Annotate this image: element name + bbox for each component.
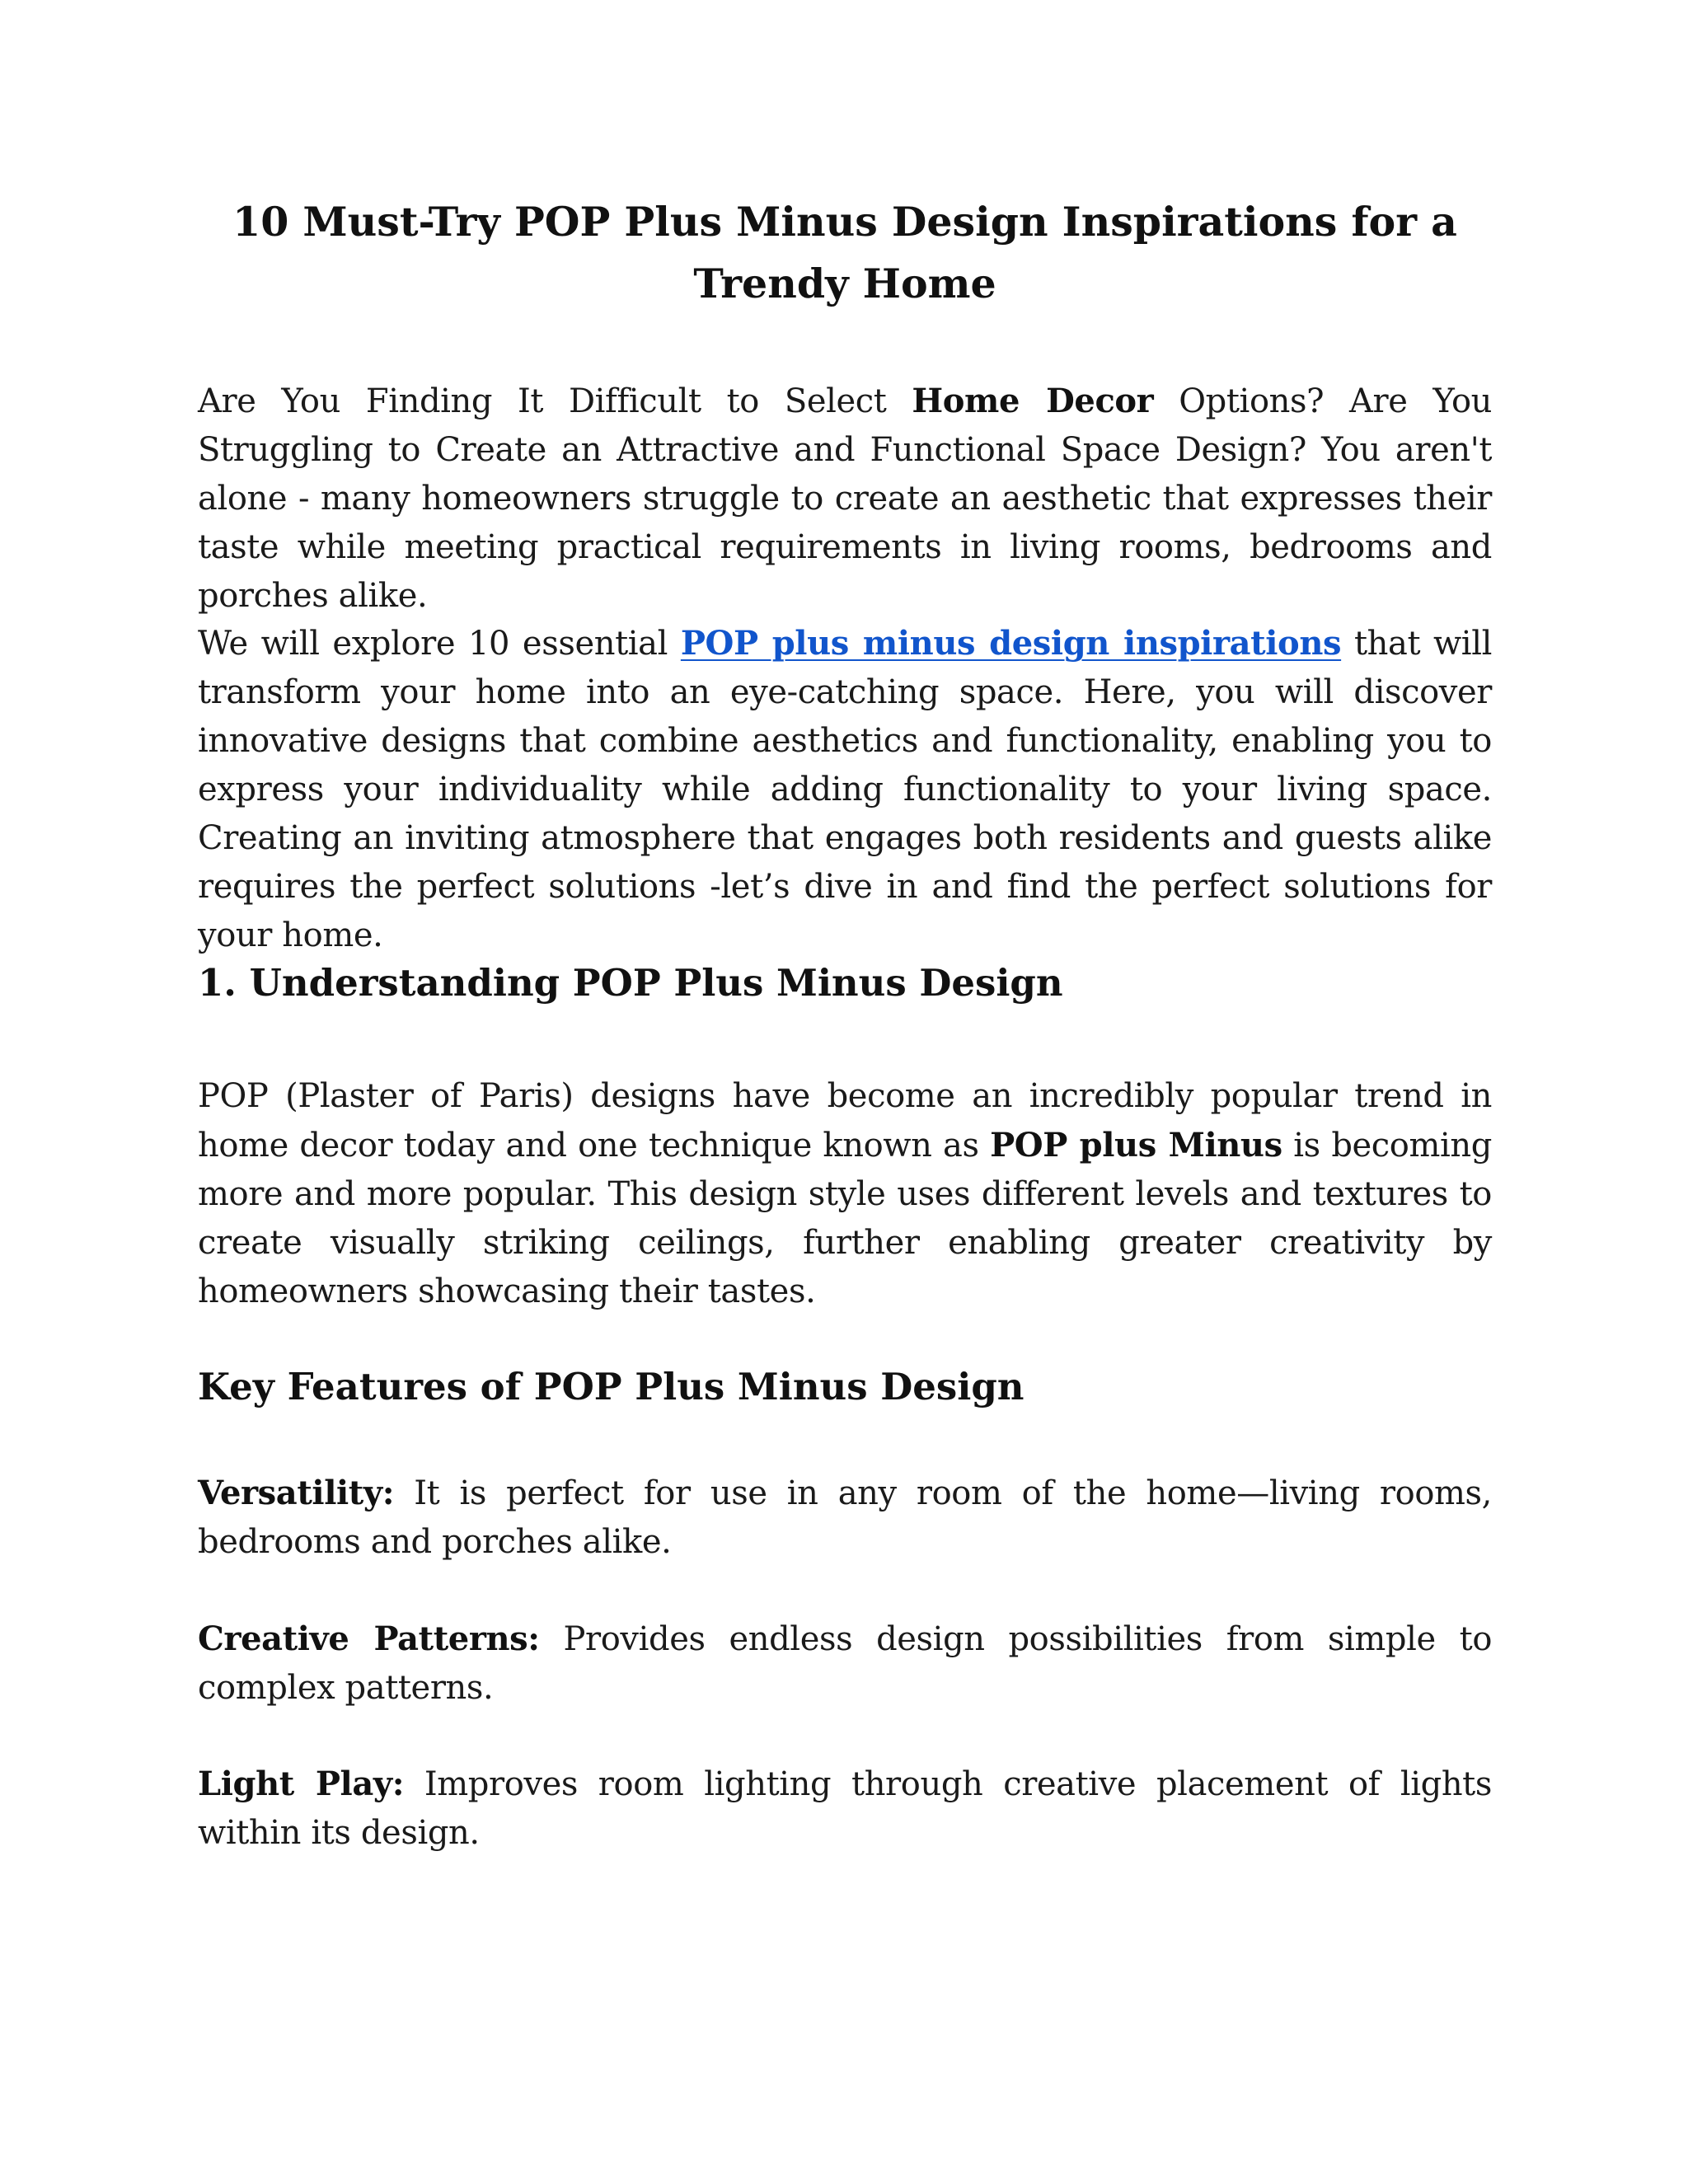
intro-paragraph-1: Are You Finding It Difficult to Select Home Decor Options? Are You Struggling to Create an Attractive and Functional Space Design? You aren't alone - many homeowners struggle to create an aesthetic that expresses their taste while meeting practical requirements in living rooms, bedrooms and porches alike.: [198, 382, 1493, 615]
feature-item-light-play: Light Play: Improves room lighting through creative placement of lights within its design.: [198, 1765, 1492, 1852]
home-decor-bold: Home Decor: [912, 382, 1154, 420]
feature-item-creative-patterns: Creative Patterns: Provides endless design possibilities from simple to complex patterns.: [198, 1619, 1493, 1707]
page-title: 10 Must-Try POP Plus Minus Design Inspirations for a Trendy Home: [232, 198, 1457, 307]
section1-paragraph: POP (Plaster of Paris) designs have become an incredibly popular trend in home decor today and one technique known as POP plus Minus is becoming more and more popular. This design style uses different levels and textures to create visually striking ceilings, further enabling greater creativity by homeowners showcasing their tastes.: [198, 1077, 1492, 1310]
section-heading-understanding: 1. Understanding POP Plus Minus Design: [198, 961, 1063, 1005]
pop-plus-minus-link[interactable]: POP plus minus design inspirations: [680, 624, 1342, 663]
intro-paragraph-2: We will explore 10 essential POP plus minus design inspirations that will transform your home into an eye-catching space. Here, you will discover innovative designs that combine aesthetics and functionality, enabling you to express your individuality while adding functionality to your living space. Creating an inviting atmosphere that engages both residents and guests alike requires the perfect solutions -let’s dive in and find the perfect solutions for your home.: [198, 624, 1492, 954]
feature-item-versatility: Versatility: It is perfect for use in any room of the home—living rooms, bedrooms and porches alike.: [198, 1474, 1492, 1561]
section-heading-key-features: Key Features of POP Plus Minus Design: [198, 1365, 1025, 1408]
pop-plus-minus-bold: POP plus Minus: [990, 1126, 1282, 1165]
